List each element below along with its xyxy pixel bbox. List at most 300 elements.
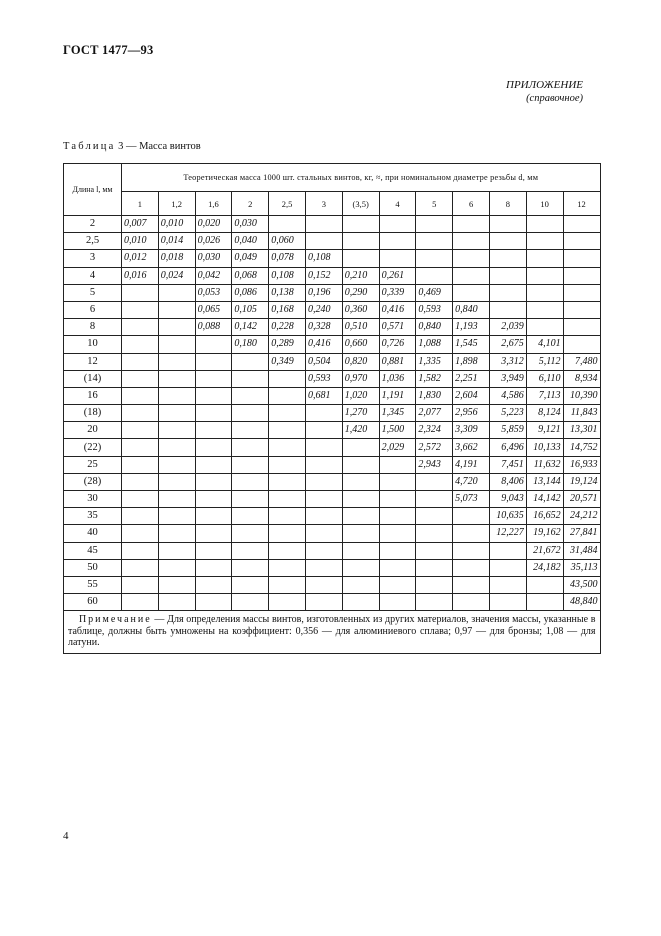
mass-value-cell [122,387,159,404]
mass-value-cell [269,387,306,404]
table-body [64,216,601,611]
table-row [64,473,601,490]
mass-value-cell: 0,049 [232,250,269,267]
mass-value-cell: 0,026 [195,233,232,250]
mass-value-cell [122,473,159,490]
mass-value-cell: 0,007 [122,216,159,233]
mass-value-cell [232,439,269,456]
length-cell: 10 [64,336,122,353]
mass-value-cell [232,456,269,473]
mass-value-cell [269,508,306,525]
page-number: 4 [63,830,69,842]
length-cell: 30 [64,491,122,508]
table-row [64,319,601,336]
mass-value-cell [305,542,342,559]
mass-value-cell [489,250,526,267]
table-row [64,370,601,387]
mass-value-cell [305,405,342,422]
mass-value-cell: 0,820 [342,353,379,370]
mass-value-cell [379,456,416,473]
mass-value-cell [563,216,600,233]
mass-value-cell: 2,251 [453,370,490,387]
mass-value-cell [342,525,379,542]
mass-value-cell: 0,016 [122,267,159,284]
mass-value-cell [232,473,269,490]
mass-value-cell: 1,088 [416,336,453,353]
diameter-header-cell: 2,5 [269,192,306,216]
mass-value-cell: 35,113 [563,559,600,576]
mass-value-cell: 11,843 [563,405,600,422]
diameter-header-cell: 1,2 [158,192,195,216]
mass-value-cell [379,576,416,593]
diameter-header-cell: 1,6 [195,192,232,216]
mass-value-cell [232,508,269,525]
table-row [64,576,601,593]
mass-value-cell: 0,510 [342,319,379,336]
table-title-prefix: Таблица [63,141,116,152]
mass-value-cell [453,250,490,267]
mass-value-cell [158,422,195,439]
mass-value-cell [269,491,306,508]
diameter-header-cell: 3 [305,192,342,216]
mass-value-cell [232,576,269,593]
mass-value-cell: 0,108 [305,250,342,267]
length-cell: 4 [64,267,122,284]
mass-value-cell [342,594,379,611]
mass-value-cell [195,473,232,490]
mass-value-cell: 0,726 [379,336,416,353]
mass-value-cell [305,456,342,473]
mass-value-cell [232,422,269,439]
length-cell: 6 [64,301,122,318]
diameter-header-cell: (3,5) [342,192,379,216]
mass-value-cell [305,473,342,490]
mass-value-cell [489,542,526,559]
length-cell: (14) [64,370,122,387]
mass-value-cell: 19,124 [563,473,600,490]
mass-value-cell: 1,020 [342,387,379,404]
mass-value-cell: 0,328 [305,319,342,336]
mass-value-cell [269,216,306,233]
mass-value-cell [158,370,195,387]
mass-value-cell: 8,406 [489,473,526,490]
mass-value-cell [489,216,526,233]
mass-value-cell [563,250,600,267]
mass-value-cell [269,439,306,456]
mass-value-cell [305,576,342,593]
table-row [64,405,601,422]
mass-value-cell [269,405,306,422]
mass-value-cell [342,456,379,473]
mass-column-header: Теоретическая масса 1000 шт. стальных винтов, кг, ≈, при номинальном диаметре резьбы d, мм [122,164,601,192]
mass-value-cell [526,284,563,301]
table-row [64,439,601,456]
mass-value-cell: 1,335 [416,353,453,370]
mass-value-cell [269,456,306,473]
table-row [64,336,601,353]
mass-value-cell [158,594,195,611]
mass-value-cell [305,594,342,611]
mass-value-cell: 2,029 [379,439,416,456]
mass-value-cell [195,336,232,353]
mass-value-cell [122,422,159,439]
mass-value-cell [269,559,306,576]
mass-value-cell [563,336,600,353]
mass-value-cell: 31,484 [563,542,600,559]
mass-value-cell: 1,036 [379,370,416,387]
mass-value-cell [232,370,269,387]
mass-value-cell: 0,593 [416,301,453,318]
mass-value-cell [122,508,159,525]
mass-value-cell [158,405,195,422]
table-row [64,508,601,525]
diameter-header-cell: 6 [453,192,490,216]
length-cell: 16 [64,387,122,404]
table-title [63,141,201,152]
mass-value-cell: 0,018 [158,250,195,267]
mass-value-cell [195,525,232,542]
mass-value-cell: 6,110 [526,370,563,387]
mass-value-cell: 5,073 [453,491,490,508]
length-cell: (22) [64,439,122,456]
mass-value-cell [416,525,453,542]
mass-value-cell: 0,108 [269,267,306,284]
mass-value-cell [563,267,600,284]
mass-value-cell: 1,345 [379,405,416,422]
length-cell: (18) [64,405,122,422]
mass-value-cell [195,405,232,422]
mass-value-cell: 10,390 [563,387,600,404]
mass-value-cell [195,353,232,370]
mass-value-cell [122,439,159,456]
mass-value-cell [342,559,379,576]
mass-value-cell: 4,720 [453,473,490,490]
mass-value-cell [342,216,379,233]
mass-value-cell [158,353,195,370]
length-cell: 20 [64,422,122,439]
mass-value-cell: 0,881 [379,353,416,370]
mass-value-cell: 7,480 [563,353,600,370]
document-code: ГОСТ 1477—93 [63,43,154,57]
mass-value-cell: 27,841 [563,525,600,542]
mass-value-cell [158,576,195,593]
mass-value-cell: 0,060 [269,233,306,250]
diameter-header-cell: 2 [232,192,269,216]
mass-value-cell [122,353,159,370]
mass-value-cell [453,508,490,525]
mass-value-cell [232,491,269,508]
mass-value-cell: 48,840 [563,594,600,611]
mass-value-cell: 0,840 [416,319,453,336]
mass-value-cell: 0,180 [232,336,269,353]
mass-value-cell: 10,635 [489,508,526,525]
mass-value-cell [158,491,195,508]
mass-value-cell [158,387,195,404]
mass-table-container [63,163,599,654]
mass-value-cell: 0,142 [232,319,269,336]
mass-value-cell [379,508,416,525]
mass-value-cell: 0,660 [342,336,379,353]
mass-value-cell [379,559,416,576]
mass-value-cell: 0,012 [122,250,159,267]
appendix-subtitle: (справочное) [526,93,583,104]
mass-value-cell [158,456,195,473]
mass-value-cell: 14,142 [526,491,563,508]
mass-value-cell: 6,496 [489,439,526,456]
mass-value-cell: 3,949 [489,370,526,387]
table-row [64,284,601,301]
mass-value-cell [489,267,526,284]
diameter-header-cell: 12 [563,192,600,216]
mass-value-cell: 0,210 [342,267,379,284]
mass-value-cell [453,233,490,250]
mass-value-cell: 0,030 [232,216,269,233]
mass-value-cell: 2,039 [489,319,526,336]
mass-value-cell: 0,360 [342,301,379,318]
mass-value-cell [195,456,232,473]
mass-value-cell: 2,324 [416,422,453,439]
mass-value-cell [305,216,342,233]
mass-value-cell [489,594,526,611]
mass-value-cell [342,576,379,593]
diameter-header-row [64,192,601,216]
mass-value-cell [489,233,526,250]
mass-value-cell [305,508,342,525]
mass-value-cell: 0,504 [305,353,342,370]
diameter-header-cell: 5 [416,192,453,216]
mass-value-cell: 19,162 [526,525,563,542]
mass-value-cell [489,284,526,301]
diameter-header-cell: 10 [526,192,563,216]
mass-value-cell [453,525,490,542]
mass-value-cell [158,319,195,336]
table-row [64,216,601,233]
length-cell: (28) [64,473,122,490]
mass-value-cell [342,508,379,525]
mass-value-cell [195,559,232,576]
mass-value-cell: 8,124 [526,405,563,422]
mass-value-cell: 0,042 [195,267,232,284]
table-row [64,387,601,404]
mass-value-cell [379,250,416,267]
mass-value-cell [416,594,453,611]
mass-value-cell: 5,223 [489,405,526,422]
mass-value-cell: 2,572 [416,439,453,456]
mass-value-cell [195,594,232,611]
length-cell: 12 [64,353,122,370]
mass-value-cell [232,525,269,542]
mass-value-cell [563,233,600,250]
mass-value-cell: 0,228 [269,319,306,336]
diameter-header-cell: 8 [489,192,526,216]
mass-value-cell [526,301,563,318]
note-lead: Примечание [78,614,152,626]
mass-value-cell: 0,020 [195,216,232,233]
mass-value-cell [232,387,269,404]
mass-value-cell [305,491,342,508]
mass-value-cell: 9,043 [489,491,526,508]
mass-value-cell [232,559,269,576]
mass-value-cell: 2,675 [489,336,526,353]
mass-value-cell [122,456,159,473]
table-row [64,267,601,284]
mass-value-cell [489,559,526,576]
mass-value-cell: 13,144 [526,473,563,490]
length-column-header: Длина l, мм [64,164,122,216]
mass-value-cell: 7,451 [489,456,526,473]
mass-value-cell: 0,152 [305,267,342,284]
mass-value-cell: 1,420 [342,422,379,439]
mass-value-cell: 10,133 [526,439,563,456]
length-cell: 8 [64,319,122,336]
mass-value-cell: 0,053 [195,284,232,301]
mass-value-cell [526,267,563,284]
mass-value-cell [122,301,159,318]
table-title-text: 3 — Масса винтов [118,141,201,152]
mass-value-cell: 1,191 [379,387,416,404]
mass-value-cell [158,542,195,559]
mass-value-cell: 16,933 [563,456,600,473]
mass-value-cell [195,370,232,387]
mass-value-cell: 0,469 [416,284,453,301]
mass-value-cell [305,233,342,250]
mass-value-cell [453,594,490,611]
mass-value-cell [122,542,159,559]
mass-value-cell [195,422,232,439]
mass-value-cell: 8,934 [563,370,600,387]
mass-value-cell [379,525,416,542]
mass-value-cell: 0,105 [232,301,269,318]
mass-value-cell: 24,212 [563,508,600,525]
mass-value-cell [122,370,159,387]
mass-value-cell: 0,196 [305,284,342,301]
mass-value-cell [232,405,269,422]
mass-value-cell: 0,289 [269,336,306,353]
mass-value-cell [526,576,563,593]
mass-value-cell: 4,101 [526,336,563,353]
mass-value-cell [416,559,453,576]
mass-value-cell [122,284,159,301]
mass-value-cell [526,233,563,250]
mass-value-cell [526,250,563,267]
mass-value-cell [158,525,195,542]
mass-value-cell [416,491,453,508]
mass-value-cell [416,576,453,593]
mass-value-cell [122,405,159,422]
mass-value-cell [158,301,195,318]
mass-value-cell [232,542,269,559]
mass-value-cell [416,508,453,525]
table-row [64,422,601,439]
mass-value-cell: 0,970 [342,370,379,387]
mass-value-cell: 0,014 [158,233,195,250]
mass-value-cell [269,525,306,542]
mass-value-cell [158,559,195,576]
mass-value-cell [269,370,306,387]
mass-value-cell [416,250,453,267]
mass-value-cell: 0,840 [453,301,490,318]
mass-value-cell [453,559,490,576]
length-cell: 40 [64,525,122,542]
mass-value-cell [122,491,159,508]
mass-value-cell [269,422,306,439]
mass-value-cell [453,216,490,233]
mass-value-cell: 0,010 [122,233,159,250]
mass-value-cell [453,267,490,284]
mass-value-cell [158,284,195,301]
length-cell: 25 [64,456,122,473]
appendix-title: ПРИЛОЖЕНИЕ [506,79,583,91]
length-cell: 35 [64,508,122,525]
diameter-header-cell: 4 [379,192,416,216]
mass-value-cell: 2,077 [416,405,453,422]
mass-value-cell: 0,416 [305,336,342,353]
mass-value-cell: 1,545 [453,336,490,353]
mass-value-cell: 11,632 [526,456,563,473]
mass-value-cell [305,559,342,576]
mass-value-cell [416,233,453,250]
mass-value-cell [305,422,342,439]
mass-value-cell [416,542,453,559]
diameter-header-cell: 1 [122,192,159,216]
mass-value-cell: 12,227 [489,525,526,542]
mass-value-cell: 7,113 [526,387,563,404]
mass-value-cell: 0,290 [342,284,379,301]
mass-value-cell [379,473,416,490]
length-cell: 3 [64,250,122,267]
mass-value-cell: 0,339 [379,284,416,301]
mass-value-cell [526,594,563,611]
mass-value-cell [379,233,416,250]
table-note [64,611,601,654]
mass-value-cell [489,576,526,593]
length-cell: 2,5 [64,233,122,250]
mass-value-cell [416,267,453,284]
mass-value-cell [195,576,232,593]
mass-value-cell [563,284,600,301]
table-row [64,301,601,318]
mass-value-cell [122,336,159,353]
mass-value-cell [269,473,306,490]
mass-value-cell [269,594,306,611]
mass-value-cell [379,542,416,559]
mass-value-cell [489,301,526,318]
mass-value-cell [416,473,453,490]
mass-value-cell: 0,571 [379,319,416,336]
table-row [64,233,601,250]
mass-value-cell: 1,582 [416,370,453,387]
mass-value-cell [122,594,159,611]
mass-value-cell: 0,088 [195,319,232,336]
mass-value-cell: 21,672 [526,542,563,559]
mass-value-cell [195,542,232,559]
mass-value-cell: 1,898 [453,353,490,370]
mass-value-cell: 13,301 [563,422,600,439]
mass-value-cell: 0,261 [379,267,416,284]
mass-value-cell: 0,065 [195,301,232,318]
mass-value-cell: 16,652 [526,508,563,525]
mass-value-cell: 3,309 [453,422,490,439]
table-row [64,250,601,267]
mass-value-cell: 5,112 [526,353,563,370]
length-cell: 55 [64,576,122,593]
mass-value-cell [195,387,232,404]
mass-value-cell [195,439,232,456]
mass-value-cell [158,473,195,490]
mass-value-cell [563,301,600,318]
mass-value-cell [305,439,342,456]
mass-value-cell [342,233,379,250]
